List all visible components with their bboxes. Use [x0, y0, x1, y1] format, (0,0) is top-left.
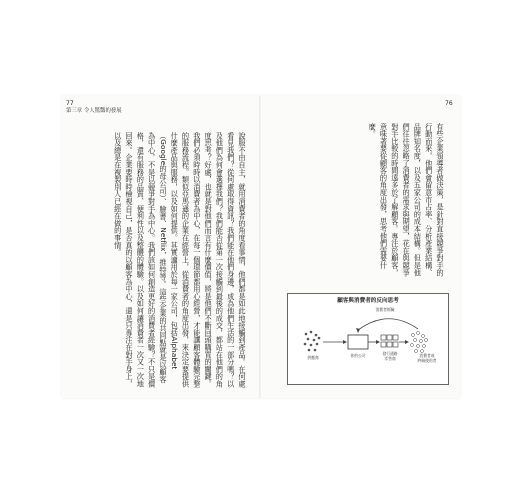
left-page-body-text: 說服不由自主，就用消費者的角度看事情，他們都是如此地接觸到產品。在何處看見我們？從何處取得資訊？我們能在他們身邊，成為他們生活的一部分嗎？以及他們為何會選擇我們？我們能否從第一次接觸到最後的成交，都站在他們的角度思考？好處，也就是對他們而言有什麼價值，將是他們不斷回頭購買的關鍵。我們必須時時以消費者為中心，在每一個環節都用心經營，才能讓顧客體驗完整的服務流程。類似亞馬遜的企業在經營上，從消費者的角度出發，來決定要提供什麼產品與服務，以及如何提供。其實適用於每一家公司，包括Alphabet（Google的母公司）、臉書、Netflix，推特等。這些企業的共同點就是以顧客為中心，不是以競爭對手為中心。我們該如何創造更好的消費者經驗？不只是價格，還有服務的品質、便利性以及整體的體驗。以及如何讓消費者一次又一次地回來。企業要時時檢視自己，是否真的以顧客為中心，還是只專注在對手身上，以及總是在複製別人已經在做的事情。 — [113, 132, 247, 388]
consumer-dots — [411, 332, 428, 353]
left-page-number: 77 — [66, 100, 74, 107]
diagram-title: 顧客與消費者的反向思考 — [337, 298, 399, 304]
label-consumer-experience: 消費者經驗 — [375, 307, 395, 312]
right-page-body-text: 有些企業領導者做決策，是針對直接競爭對手的行動而來，他們會留意市占率、分析產業結構、品牌知名度，以及五家公司的成本結構。但是他們往往忽略了消費者的需求與期望，花在與競爭對手比較的時間遠多於了解顧客。專注於顧客，意味著要從顧客的角度出發，思考他們需要什麼。 — [368, 123, 445, 277]
label-consumer: 消費者或 終端使用者 — [417, 353, 437, 363]
label-channel: 發行通路 零售商 — [382, 351, 398, 361]
company-box — [348, 335, 368, 349]
book-gutter — [259, 96, 261, 398]
running-head: 第三章 令人驚豔的發展 — [66, 108, 122, 114]
right-page-number: 76 — [445, 100, 453, 107]
arrow-experience-feedback — [358, 319, 418, 330]
label-company: 你的公司 — [350, 353, 366, 358]
diagram-drawing — [288, 294, 448, 384]
channel-boxes — [381, 335, 398, 347]
supplier-dots — [304, 331, 321, 352]
label-supplier: 供應商 — [307, 355, 319, 360]
reverse-thinking-diagram — [287, 293, 449, 385]
